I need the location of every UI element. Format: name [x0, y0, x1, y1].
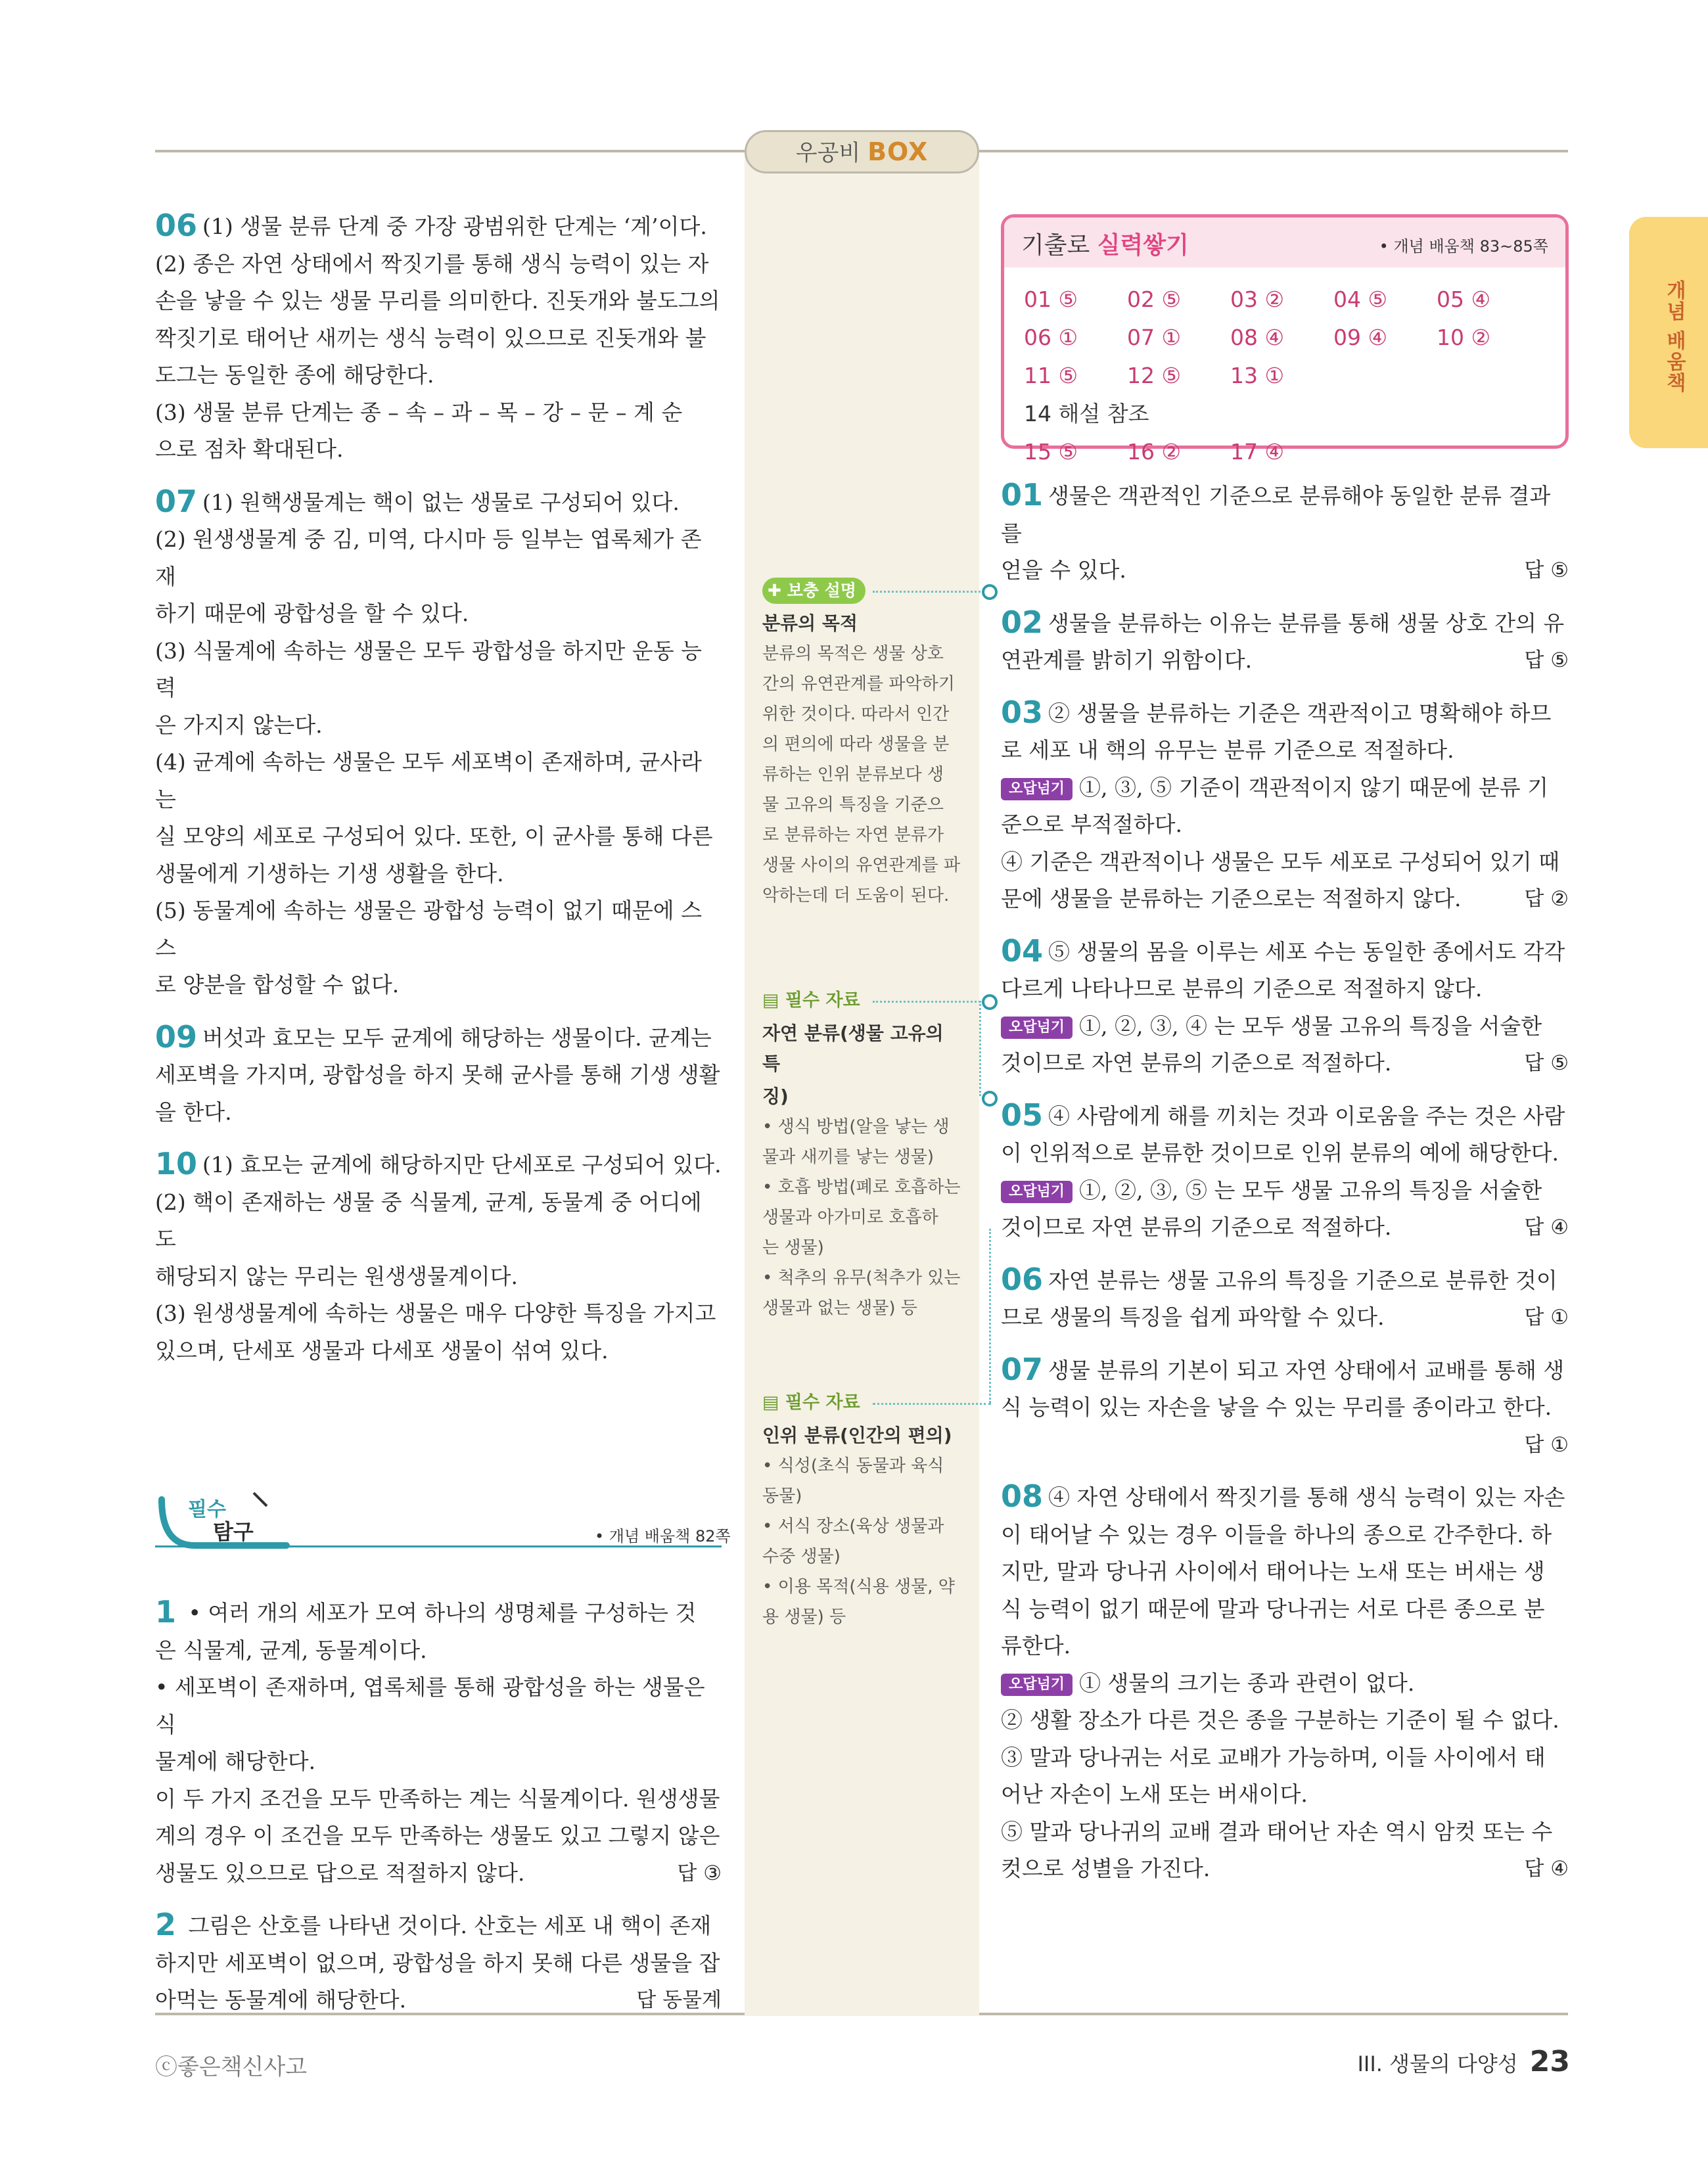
answer-mark: 답 ⑤ — [1524, 649, 1569, 672]
pilsu-note-label: ▤ 필수 자료 — [762, 990, 860, 1011]
bochung-label: ✚ 보충 설명 — [762, 578, 866, 604]
logo-bottom-text: 탐구 — [213, 1519, 254, 1544]
answer-08: 08 ④ 자연 상태에서 짝짓기를 통해 생식 능력이 있는 자손 이 태어날 수 있는 경우 이들을 하나의 종으로 간주한다. 하 지만, 말과 당나귀 사이에서 태어나는 노새 또는 버새는 생 식 능력이 없기 때문에 말과 당나귀는 서로 다른 종으로 분 류한다. 오답넘기 ① 생물의 크기는 종과 관련이 없다. ② 생활 장소가 다른 것은 종을 구분하는 기준이 될 수 없다. ③ 말과 당나귀는 서로 교배가 가능하며, 이들 사이에서 태 어난 자손이 노새 또는 버새이다. ⑤ 말과 당나귀의 교배 결과 태어난 자손 역시 암컷 또는 수 컷으로 성별을 가진다. 답 ④ — [1001, 1478, 1569, 1888]
side-tab[interactable] — [1629, 217, 1708, 448]
connector-pilsu-2 — [873, 1403, 991, 1405]
right-column — [1001, 476, 1569, 1902]
answer-02: 02 생물을 분류하는 이유는 분류를 통해 생물 상호 간의 유 연관계를 밝히기 위함이다. 답 ⑤ — [1001, 604, 1569, 679]
question-number: 09 — [155, 1018, 198, 1055]
odap-tag: 오답넘기 — [1001, 1674, 1073, 1696]
question-number: 01 — [1001, 477, 1044, 513]
pilsu-note-1: ▤ 필수 자료 자연 분류(생물 고유의 특 징) • 생식 방법(알을 낳는 생 물과 새끼를 낳는 생물) • 호흡 방법(폐로 호흡하는 생물과 아가미로 호흡하 는 생물) • 척추의 유무(척추가 있는 생물과 없는 생물) 등 — [762, 986, 966, 1323]
question-number: 07 — [1001, 1351, 1044, 1387]
question-number: 03 — [1001, 694, 1044, 730]
side-tab-label: 개념 배움책 — [1663, 280, 1686, 394]
section-title: III. 생물의 다양성 — [1357, 2051, 1518, 2076]
question-number: 10 — [155, 1146, 198, 1181]
answer-mark: 답 동물계 — [636, 1988, 722, 2012]
connector-bochung — [873, 591, 984, 593]
pilsu-note-2: ▤ 필수 자료 인위 분류(인간의 편의) • 식성(초식 동물과 육식 동물) • 서식 장소(육상 생물과 수중 생물) • 이용 목적(식용 생물, 약 용 생물) 등 — [762, 1388, 966, 1632]
copyright: ⓒ좋은책신사고 — [155, 2054, 308, 2080]
gichul-title: 기출로 실력쌓기 — [1021, 232, 1189, 259]
answer-mark: 답 ④ — [1524, 1857, 1569, 1881]
pilsu-tamgu-logo — [155, 1486, 300, 1561]
answer-07: 07 (1) 원핵생물계는 핵이 없는 생물로 구성되어 있다. (2) 원생생물계 중 김, 미역, 다시마 등 일부는 엽록체가 존재 하기 때문에 광합성을 할 수 있다. (3) 식물계에 속하는 생물은 모두 광합성을 하지만 운동 능력 은 가지지 않는다. (4) 균계에 속하는 생물은 모두 세포벽이 존재하며, 균사라는 실 모양의 세포로 구성되어 있다. 또한, 이 균사를 통해 다른 생물에게 기생하는 기생 생활을 한다. (5) 동물계에 속하는 생물은 광합성 능력이 없기 때문에 스스 로 양분을 합성할 수 없다. — [155, 483, 713, 997]
answer-01: 01 생물은 객관적인 기준으로 분류해야 동일한 분류 결과를 얻을 수 있다. 답 ⑤ — [1001, 476, 1569, 589]
pilsu-answers — [155, 1593, 722, 2034]
question-number: 2 — [155, 1907, 177, 1942]
answer-mark: 답 ④ — [1524, 1216, 1569, 1239]
connector-dot — [982, 584, 998, 600]
question-number: 07 — [155, 483, 198, 519]
answer-10: 10 (1) 효모는 균계에 해당하지만 단세포로 구성되어 있다. (2) 핵이 존재하는 생물 중 식물계, 균계, 동물계 중 어디에도 해당되지 않는 무리는 원생생물계이다. (3) 원생생물계에 속하는 생물은 매우 다양한 특징을 가지고 있으며, 단세포 생물과 다세포 생물이 섞여 있다. — [155, 1146, 722, 1363]
box-header — [745, 130, 979, 173]
question-number: 02 — [1001, 604, 1044, 640]
connector-pilsu-2-up — [989, 1229, 991, 1403]
question-number: 1 — [155, 1594, 177, 1630]
answer-07-right: 07 생물 분류의 기본이 되고 자연 상태에서 교배를 통해 생 식 능력이 있는 자손을 낳을 수 있는 무리를 종이라고 한다. 답 ① — [1001, 1351, 1569, 1464]
logo-top-text: 필수 — [188, 1498, 226, 1521]
pilsu-tamgu-badge-icon — [155, 1486, 300, 1559]
answer-mark: 답 ① — [1524, 1432, 1569, 1457]
answer-mark: 답 ① — [1524, 1306, 1569, 1329]
page-number: 23 — [1529, 2045, 1570, 2078]
odap-tag: 오답넘기 — [1001, 1017, 1073, 1039]
answer-mark: 답 ② — [1524, 887, 1569, 911]
odap-tag: 오답넘기 — [1001, 1181, 1073, 1203]
connector-dot — [982, 994, 998, 1010]
answer-05: 05 ④ 사람에게 해를 끼치는 것과 이로움을 주는 것은 사람 이 인위적으로 분류한 것이므로 인위 분류의 예에 해당한다. 오답넘기 ①, ②, ③, ⑤ 는 모두 생물 고유의 특징을 서술한 것이므로 자연 분류의 기준으로 적절하다. 답 ④ — [1001, 1097, 1569, 1247]
footer-section — [1357, 2045, 1570, 2078]
box-prefix: 우공비 — [795, 140, 861, 166]
pilsu-answer-1: 1 • 여러 개의 세포가 모여 하나의 생명체를 구성하는 것 은 식물계, 균계, 동물계이다. • 세포벽이 존재하며, 엽록체를 통해 광합성을 하는 생물은 식 물계에 해당한다. 이 두 가지 조건을 모두 만족하는 계는 식물계이다. 원생생물 계의 경우 이 조건을 모두 만족하는 생물도 있고 그렇지 않은 생물도 있으므로 답으로 적절하지 않다. 답 ③ — [155, 1593, 722, 1892]
gichul-header — [1004, 217, 1565, 267]
answer-mark: 답 ③ — [677, 1861, 722, 1885]
left-column — [155, 207, 722, 1384]
question-number: 08 — [1001, 1478, 1044, 1514]
gichul-reference: • 개념 배움책 83~85쪽 — [1379, 237, 1548, 256]
question-number: 06 — [1001, 1261, 1044, 1297]
connector-pilsu-1-to-05 — [979, 1001, 981, 1096]
pilsu-divider — [155, 1545, 722, 1547]
bochung-note: ✚ 보충 설명 분류의 목적 분류의 목적은 생물 상호 간의 유연관계를 파악하기 위한 것이다. 따라서 인간 의 편의에 따라 생물을 분 류하는 인위 분류보다 생 물 고유의 특징을 기준으 로 분류하는 자연 분류가 생물 사이의 유연관계를 파 악하는데 더 도움이 된다. — [762, 576, 966, 911]
answer-09: 09 버섯과 효모는 모두 균계에 해당하는 생물이다. 균계는 세포벽을 가지며, 광합성을 하지 못해 균사를 통해 기생 생활 을 한다. — [155, 1018, 720, 1125]
question-number: 04 — [1001, 932, 1044, 969]
box-word: BOX — [867, 137, 929, 166]
pilsu-note-label: ▤ 필수 자료 — [762, 1392, 860, 1413]
answer-06-right: 06 자연 분류는 생물 고유의 특징을 기준으로 분류한 것이 므로 생물의 특징을 쉽게 파악할 수 있다. 답 ① — [1001, 1261, 1569, 1337]
gichul-answer-box — [1001, 214, 1569, 465]
answer-mark: 답 ⑤ — [1524, 559, 1569, 582]
bochung-title: 분류의 목적 — [762, 612, 858, 634]
answer-mark: 답 ⑤ — [1524, 1051, 1569, 1075]
odap-tag: 오답넘기 — [1001, 778, 1073, 800]
answer-04: 04 ⑤ 생물의 몸을 이루는 세포 수는 동일한 종에서도 각각 다르게 나타나므로 분류의 기준으로 적절하지 않다. 오답넘기 ①, ②, ③, ④ 는 모두 생물 고유의 특징을 서술한 것이므로 자연 분류의 기준으로 적절하다. 답 ⑤ — [1001, 932, 1569, 1082]
gichul-answer-grid: 01 ⑤ 02 ⑤ 03 ② 04 ⑤ 05 ④ 06 ① 07 ① 08 ④ 09 ④ 10 ② 11 ⑤ 12 ⑤ 13 ①14 해설 참조 15 ⑤ 16 ② 17 ④ — [1024, 286, 1491, 465]
answer-06: 06 (1) 생물 분류 단계 중 가장 광범위한 단계는 ‘계’이다. (2) 종은 자연 상태에서 짝짓기를 통해 생식 능력이 있는 자 손을 낳을 수 있는 생물 무리를 의미한다. 진돗개와 불도그의 짝짓기로 태어난 새끼는 생식 능력이 있으므로 진돗개와 불 도그는 동일한 종에 해당한다. (3) 생물 분류 단계는 종 – 속 – 과 – 목 – 강 – 문 – 계 순 으로 점차 확대된다. — [155, 208, 720, 462]
pilsu-reference: • 개념 배움책 82쪽 — [595, 1527, 731, 1545]
answer-03: 03 ② 생물을 분류하는 기준은 객관적이고 명확해야 하므 로 세포 내 핵의 유무는 분류 기준으로 적절하다. 오답넘기 ①, ③, ⑤ 기준이 객관적이지 않기 때문에 분류 기 준으로 부적절하다. ④ 기준은 객관적이나 생물은 모두 세포로 구성되어 있기 때 문에 생물을 분류하는 기준으로는 적절하지 않다. 답 ② — [1001, 694, 1569, 918]
question-number: 05 — [1001, 1097, 1044, 1133]
connector-dot — [982, 1091, 998, 1107]
connector-pilsu-1 — [873, 1001, 984, 1003]
pilsu-answer-2: 2 그림은 산호를 나타낸 것이다. 산호는 세포 내 핵이 존재 하지만 세포벽이 없으며, 광합성을 하지 못해 다른 생물을 잡 아먹는 동물계에 해당한다. 답 동물계 — [155, 1906, 722, 2019]
question-number: 06 — [155, 208, 198, 243]
